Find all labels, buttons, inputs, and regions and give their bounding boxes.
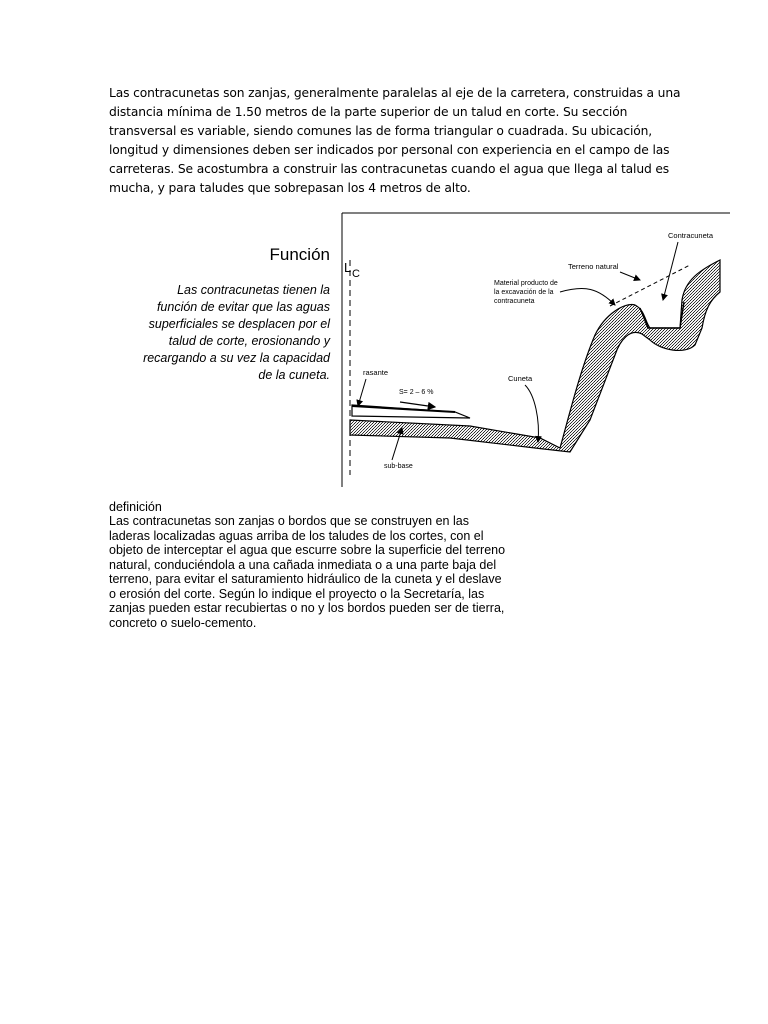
pointer-contracuneta <box>663 242 678 300</box>
slope-arrow <box>400 402 435 407</box>
contracuneta-ditch <box>640 302 684 328</box>
centerline-label-sub: C <box>352 268 360 280</box>
label-rasante: rasante <box>363 368 389 377</box>
label-slope: S= 2 – 6 % <box>399 389 434 396</box>
pointer-rasante <box>358 379 366 406</box>
pointer-material <box>560 288 615 305</box>
label-material-2: la excavación de la <box>494 289 554 296</box>
definition-heading: definición <box>109 500 162 514</box>
centerline-label: L <box>344 260 352 275</box>
definition-line: o erosión del corte. Según lo indique el proyecto o la Secretaría, las <box>109 586 485 601</box>
figure-description-line: talud de corte, erosionando y <box>168 334 330 348</box>
label-material-1: Material producto de <box>494 280 558 287</box>
intro-line: Las contracunetas son zanjas, generalmente paralelas al eje de la carretera, construidas a una <box>109 86 681 100</box>
definition-line: laderas localizadas aguas arriba de los taludes de los cortes, con el <box>109 528 484 543</box>
figure-title: Función <box>269 245 330 264</box>
definition-line: objeto de interceptar el agua que escurre sobre la superficie del terreno <box>109 543 506 557</box>
label-cuneta: Cuneta <box>508 374 533 383</box>
intro-line: longitud y dimensiones deben ser indicados por personal con experiencia en el campo de las <box>109 143 670 157</box>
definition-line: concreto o suelo-cemento. <box>109 615 257 630</box>
pointer-terreno <box>620 272 640 280</box>
intro-line: distancia mínima de 1.50 metros de la parte superior de un talud en corte. Su sección <box>109 105 628 119</box>
definition-line: natural, conduciéndola a una cañada inmediata o a una parte baja del <box>109 557 497 572</box>
figure-description-line: recargando a su vez la capacidad <box>143 351 330 365</box>
figure-description-line: de la cuneta. <box>258 368 330 382</box>
intro-line: mucha, y para taludes que sobrepasan los 4 metros de alto. <box>109 181 471 195</box>
definition-line: terreno, para evitar el saturamiento hidráulico de la cuneta y el deslave <box>109 572 502 586</box>
natural-terrain-line <box>610 265 690 306</box>
figure-description-line: Las contracunetas tienen la <box>177 283 330 297</box>
intro-line: transversal es variable, siendo comunes las de forma triangular o cuadrada. Su ubicación, <box>109 124 652 138</box>
figure-description <box>110 282 330 384</box>
figure-description-line: función de evitar que las aguas <box>156 300 330 314</box>
intro-paragraph <box>109 84 681 198</box>
definition-line: zanjas pueden estar recubiertas o no y los bordos pueden ser de tierra, <box>109 601 505 615</box>
cross-section-diagram <box>330 210 730 490</box>
figure-description-line: superficiales se desplacen por el <box>148 317 330 331</box>
label-contracuneta: Contracuneta <box>668 231 714 240</box>
label-subbase: sub-base <box>384 463 413 470</box>
definition-line: Las contracunetas son zanjas o bordos que se construyen en las <box>109 514 469 528</box>
label-material-3: contracuneta <box>494 298 535 305</box>
definition-paragraph <box>109 514 539 630</box>
intro-line: carreteras. Se acostumbra a construir las contracunetas cuando el agua que llega al talud es <box>109 162 670 176</box>
label-terreno-natural: Terreno natural <box>568 262 619 271</box>
pointer-cuneta <box>525 385 538 442</box>
